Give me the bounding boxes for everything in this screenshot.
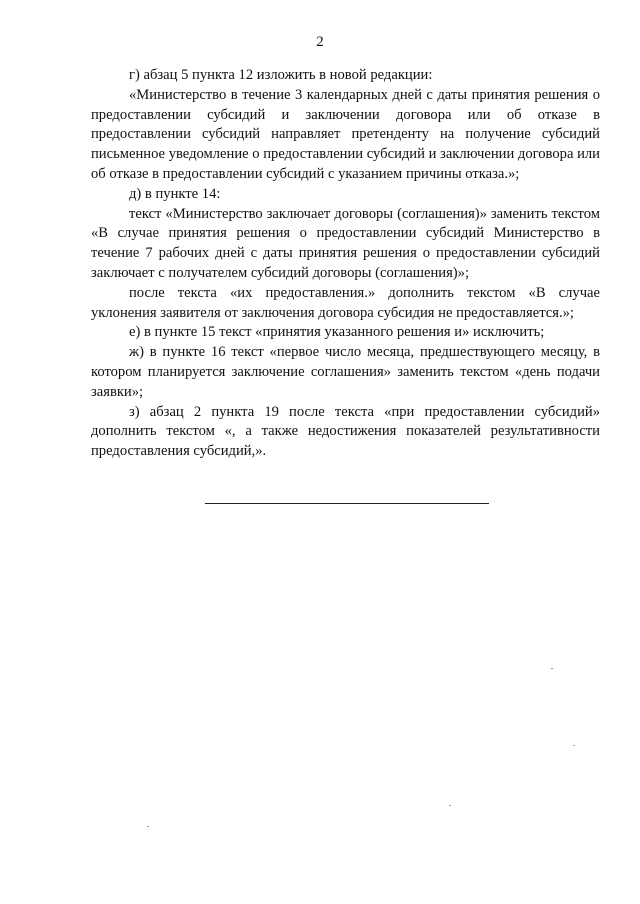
- page-number: 2: [316, 34, 324, 50]
- document-body: [91, 66, 600, 462]
- paragraph-item-z: з) абзац 2 пункта 19 после текста «при предоставлении субсидий» дополнить текстом «, а также недостижения показателей результативности предоставления субсидий,».: [91, 403, 600, 460]
- closing-divider-line: [205, 503, 489, 504]
- paragraph-quoted-ministry: «Министерство в течение 3 календарных дней с даты принятия решения о предоставлении субсидий и заключении договора или об отказе в предоставлении субсидий направляет претенденту на получение субсидий письменное уведомление о предоставлении субсидий и заключении договора или об отказе в предоставлении субсидий с указанием причины отказа.»;: [91, 86, 600, 182]
- paragraph-text-replacement: текст «Министерство заключает договоры (соглашения)» заменить текстом «В случае принятия решения о предоставлении субсидий Министерство в течение 7 рабочих дней с даты принятия решения о предоставлении субсидий заключает с получателем субсидий договоры (соглашения)»;: [91, 205, 600, 281]
- paragraph-item-zh: ж) в пункте 16 текст «первое число месяца, предшествующего месяцу, в котором планируется заключение соглашения» заменить текстом «день подачи заявки»;: [91, 344, 600, 400]
- paragraph-item-e: е) в пункте 15 текст «принятия указанного решения и» исключить;: [129, 324, 545, 341]
- paragraph-item-d: д) в пункте 14:: [129, 185, 221, 202]
- scan-speck: [147, 826, 149, 827]
- paragraph-item-g: г) абзац 5 пункта 12 изложить в новой редакции:: [129, 67, 433, 83]
- scan-speck: [449, 805, 451, 806]
- paragraph-text-addition: после текста «их предоставления.» дополнить текстом «В случае уклонения заявителя от заключения договора субсидия не предоставляется.»;: [91, 284, 600, 321]
- scan-speck: [573, 745, 575, 746]
- scan-speck: [551, 668, 553, 669]
